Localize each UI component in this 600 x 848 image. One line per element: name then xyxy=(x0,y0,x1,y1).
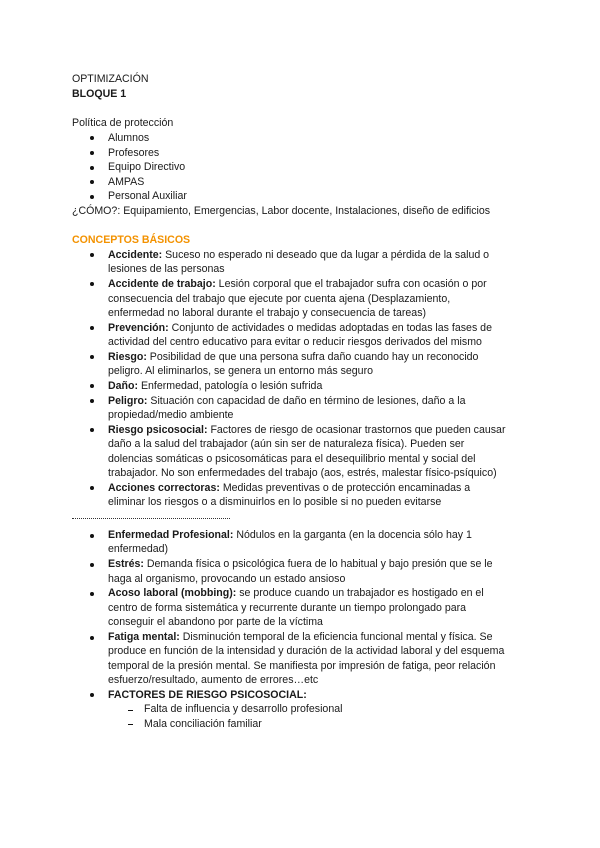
concept-item xyxy=(108,321,492,336)
concept-text: consecuencia del trabajo que ejecute por cuenta ajena (Desplazamiento, xyxy=(108,293,451,305)
bullet-icon xyxy=(90,636,94,640)
concept-text: Demanda física o psicológica fuera de lo habitual y bajo presión que se le xyxy=(143,558,493,570)
concept-item xyxy=(108,528,472,543)
policy-item: Profesores xyxy=(108,147,160,159)
bullet-icon xyxy=(90,136,94,140)
concept-text: peligro. Al eliminarlos, se genera un entorno más seguro xyxy=(108,365,373,377)
bullet-icon xyxy=(90,180,94,184)
bullet-icon xyxy=(90,534,94,538)
concept-text: Medidas preventivas o de protección encaminadas a xyxy=(219,482,471,494)
concept-text: dolencias somáticas o psicosomáticas para el desequilibrio mental y social del xyxy=(108,453,476,465)
concept-text: Posibilidad de que una persona sufra daño cuando hay un reconocido xyxy=(146,351,479,363)
concept-item xyxy=(108,277,487,292)
concept-text: centro de forma sistemática y recurrente durante un tiempo prolongado para xyxy=(108,602,467,614)
concept-text: actividad del centro educativo para evitar o reducir riesgos derivados del mismo xyxy=(108,336,482,348)
dash-icon xyxy=(128,710,133,711)
concept-item xyxy=(108,586,484,601)
separator-line xyxy=(72,518,230,519)
bullet-icon xyxy=(90,282,94,286)
concept-text: Factores de riesgo de ocasionar trastornos que pueden causar xyxy=(207,424,506,436)
bullet-icon xyxy=(90,166,94,170)
concept-term: Acciones correctoras: xyxy=(108,482,220,494)
policy-item: Alumnos xyxy=(108,132,150,144)
concept-text: eliminar los riesgos o a disminuirlos en lo posible si no pueden evitarse xyxy=(108,496,442,508)
bullet-icon xyxy=(90,592,94,596)
concept-text: propiedad/medio ambiente xyxy=(108,409,234,421)
bullet-icon xyxy=(90,151,94,155)
factor-item: Mala conciliación familiar xyxy=(144,718,262,730)
concept-term: Prevención: xyxy=(108,322,169,334)
policy-heading: Política de protección xyxy=(72,117,174,129)
concepts-heading: CONCEPTOS BÁSICOS xyxy=(72,234,191,246)
concept-term: Peligro: xyxy=(108,395,148,407)
concept-text: enfermedad) xyxy=(108,543,169,555)
concept-term: Estrés: xyxy=(108,558,144,570)
concept-item xyxy=(108,481,470,496)
concept-text: Enfermedad, patología o lesión sufrida xyxy=(138,380,323,392)
concept-item xyxy=(108,423,505,438)
bullet-icon xyxy=(90,486,94,490)
concept-text: esfuerzo/resultado, aumento de errores…etc xyxy=(108,674,319,686)
block-heading: BLOQUE 1 xyxy=(72,88,127,100)
concept-text: trabajador. No son enfermedades del trabajo (aos, estrés, malestar físico-psíquico) xyxy=(108,467,497,479)
policy-how: ¿CÓMO?: Equipamiento, Emergencias, Labor docente, Instalaciones, diseño de edificios xyxy=(72,205,491,217)
concept-term: Accidente: xyxy=(108,249,163,261)
concept-text: Lesión corporal que el trabajador sufra con ocasión o por xyxy=(215,278,487,290)
policy-item: Personal Auxiliar xyxy=(108,190,187,202)
concept-item xyxy=(108,630,493,645)
concept-item xyxy=(108,557,493,572)
concept-text: Disminución temporal de la eficiencia funcional mental y física. Se xyxy=(179,631,493,643)
bullet-icon xyxy=(90,253,94,257)
concept-term: Fatiga mental: xyxy=(108,631,180,643)
concept-term: Acoso laboral (mobbing): xyxy=(108,587,237,599)
concept-item xyxy=(108,394,465,409)
concept-text: Conjunto de actividades o medidas adoptadas en todas las fases de xyxy=(168,322,492,334)
factors-heading: FACTORES DE RIESGO PSICOSOCIAL: xyxy=(108,689,307,701)
concept-item xyxy=(108,248,489,263)
concept-text: temporal de la presión mental. Se manifiesta por impresión de fatiga, peor relación xyxy=(108,660,496,672)
factor-item: Falta de influencia y desarrollo profesional xyxy=(144,703,343,715)
bullet-icon xyxy=(90,563,94,567)
policy-item: AMPAS xyxy=(108,176,145,188)
bullet-icon xyxy=(90,195,94,199)
concept-item xyxy=(108,379,322,394)
concept-term: Riesgo: xyxy=(108,351,147,363)
concept-term: Daño: xyxy=(108,380,139,392)
concept-text: conseguir el abandono por parte de la víctima xyxy=(108,616,323,628)
bullet-icon xyxy=(90,355,94,359)
concept-text: produce en función de la intensidad y duración de la actividad laboral y del esquema xyxy=(108,645,505,657)
bullet-icon xyxy=(90,384,94,388)
bullet-icon xyxy=(90,428,94,432)
concept-text: Suceso no esperado ni deseado que da lugar a pérdida de la salud o xyxy=(162,249,490,261)
concept-text: haga al organismo, provocando un estado ansioso xyxy=(108,573,346,585)
concept-text: enfermedad no laboral durante el trabajo y consecuencia de tareas) xyxy=(108,307,427,319)
concept-term: Accidente de trabajo: xyxy=(108,278,216,290)
concept-text: daño a la salud del trabajador (aún sin ser de naturaleza física). Pueden ser xyxy=(108,438,465,450)
bullet-icon xyxy=(90,693,94,697)
dash-icon xyxy=(128,724,133,725)
concept-term: Enfermedad Profesional: xyxy=(108,529,234,541)
concept-text: Nódulos en la garganta (en la docencia sólo hay 1 xyxy=(233,529,472,541)
concept-text: lesiones de las personas xyxy=(108,263,225,275)
concept-text: se produce cuando un trabajador es hostigado en el xyxy=(236,587,484,599)
policy-item: Equipo Directivo xyxy=(108,161,186,173)
bullet-icon xyxy=(90,399,94,403)
doc-title: OPTIMIZACIÓN xyxy=(72,73,149,85)
bullet-icon xyxy=(90,326,94,330)
concept-text: Situación con capacidad de daño en término de lesiones, daño a la xyxy=(147,395,466,407)
concept-item xyxy=(108,350,478,365)
concept-term: Riesgo psicosocial: xyxy=(108,424,208,436)
